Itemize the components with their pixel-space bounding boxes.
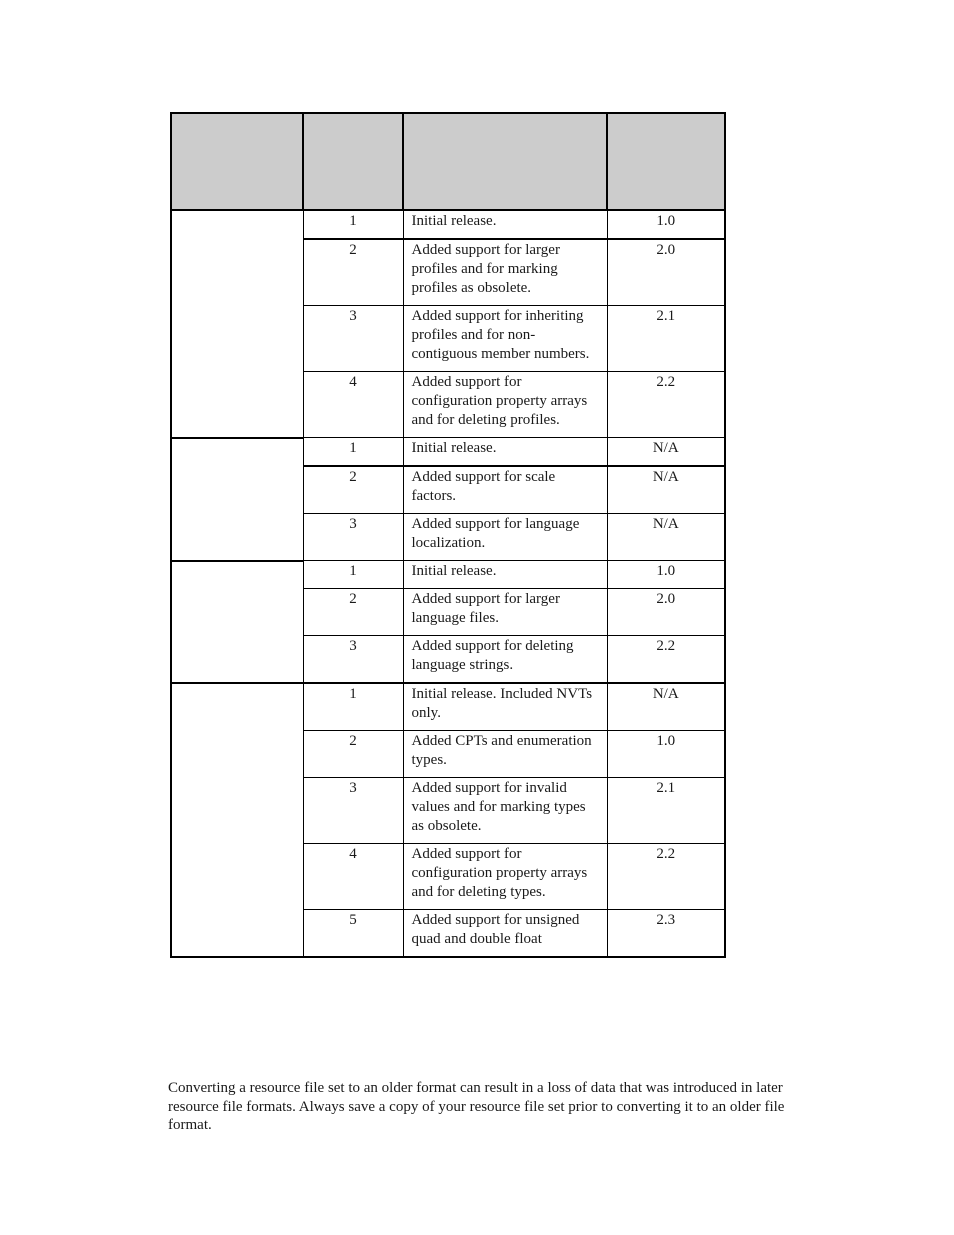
version-value: N/A xyxy=(607,514,725,561)
version-value: 2.2 xyxy=(607,636,725,684)
version-value: 2.1 xyxy=(607,778,725,844)
version-value: 2.2 xyxy=(607,372,725,438)
version-description: Added support for invalid values and for marking types as obsolete. xyxy=(403,778,607,844)
table-row xyxy=(171,210,725,239)
table-header-row xyxy=(171,113,725,210)
version-number: 2 xyxy=(303,589,403,636)
version-value: 2.0 xyxy=(607,589,725,636)
version-number: 1 xyxy=(303,438,403,467)
version-number: 4 xyxy=(303,844,403,910)
conversion-note: Converting a resource file set to an older format can result in a loss of data that was introduced in later resource file formats. Always save a copy of your resource file set prior to converting it to an older file format. xyxy=(168,1080,785,1133)
version-description: Added support for unsigned quad and double float xyxy=(403,910,607,958)
version-number: 3 xyxy=(303,778,403,844)
table-row xyxy=(171,561,725,589)
group-cell xyxy=(171,438,303,561)
header-cell xyxy=(171,113,303,210)
group-cell xyxy=(171,210,303,438)
version-description: Initial release. xyxy=(403,438,607,467)
version-description: Added CPTs and enumeration types. xyxy=(403,731,607,778)
version-number: 5 xyxy=(303,910,403,958)
group-cell xyxy=(171,561,303,684)
version-number: 3 xyxy=(303,306,403,372)
version-number: 2 xyxy=(303,466,403,514)
version-value: 2.1 xyxy=(607,306,725,372)
version-description: Initial release. Included NVTs only. xyxy=(403,683,607,731)
table-row xyxy=(171,438,725,467)
group-cell xyxy=(171,683,303,957)
version-description: Added support for larger language files. xyxy=(403,589,607,636)
version-number: 3 xyxy=(303,636,403,684)
version-value: N/A xyxy=(607,438,725,467)
version-description: Added support for larger profiles and for marking profiles as obsolete. xyxy=(403,239,607,306)
version-value: 1.0 xyxy=(607,210,725,239)
version-description: Added support for language localization. xyxy=(403,514,607,561)
version-value: N/A xyxy=(607,683,725,731)
header-cell xyxy=(303,113,403,210)
version-number: 1 xyxy=(303,210,403,239)
version-description: Initial release. xyxy=(403,210,607,239)
version-description: Added support for scale factors. xyxy=(403,466,607,514)
version-number: 2 xyxy=(303,731,403,778)
version-history-table xyxy=(170,112,726,958)
version-description: Added support for configuration property arrays and for deleting types. xyxy=(403,844,607,910)
version-description: Initial release. xyxy=(403,561,607,589)
version-number: 3 xyxy=(303,514,403,561)
version-value: 2.2 xyxy=(607,844,725,910)
version-value: 1.0 xyxy=(607,731,725,778)
version-number: 1 xyxy=(303,561,403,589)
version-number: 2 xyxy=(303,239,403,306)
version-value: 1.0 xyxy=(607,561,725,589)
header-cell xyxy=(403,113,607,210)
version-value: 2.0 xyxy=(607,239,725,306)
table-row xyxy=(171,683,725,731)
version-description: Added support for configuration property arrays and for deleting profiles. xyxy=(403,372,607,438)
version-number: 1 xyxy=(303,683,403,731)
version-value: 2.3 xyxy=(607,910,725,958)
header-cell xyxy=(607,113,725,210)
version-value: N/A xyxy=(607,466,725,514)
version-description: Added support for deleting language strings. xyxy=(403,636,607,684)
version-description: Added support for inheriting profiles and for non-contiguous member numbers. xyxy=(403,306,607,372)
version-number: 4 xyxy=(303,372,403,438)
